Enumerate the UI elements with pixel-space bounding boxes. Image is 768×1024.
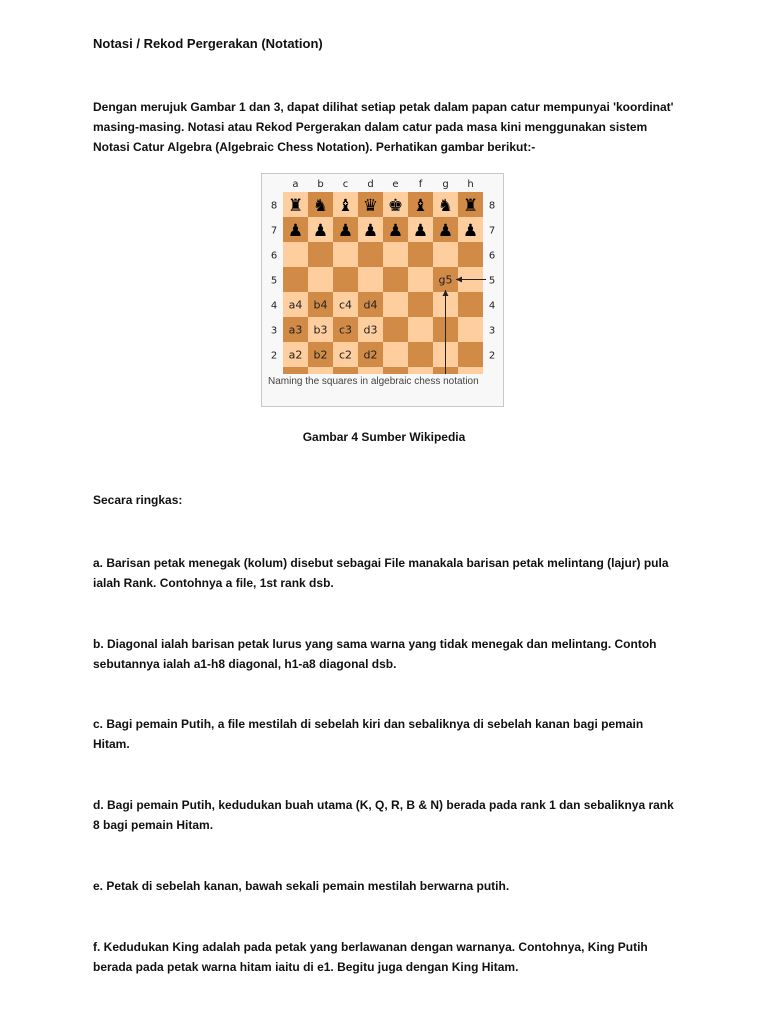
chessboard-diagram [262, 174, 503, 374]
square-e2 [383, 342, 408, 367]
square-c6 [333, 242, 358, 267]
square-name-c1 [339, 374, 352, 375]
black-rook-icon: ♜ [287, 196, 304, 216]
square-name-b2: b2 [313, 348, 328, 362]
rank-label-right-5: 5 [488, 275, 496, 287]
file-label-top-h: h [467, 179, 474, 190]
point-a: a. Barisan petak menegak (kolum) disebut sebagai File manakala barisan petak melintang (lajur) pula ialah Rank. Contohnya a file, 1st rank dsb. [93, 556, 669, 590]
square-name-a2: a2 [288, 348, 303, 362]
black-bishop-icon: ♝ [412, 196, 429, 216]
square-e5 [383, 267, 408, 292]
file-label-top-f: f [418, 179, 423, 190]
point-b: b. Diagonal ialah barisan petak lurus yang sama warna yang tidak menegak dan melintang. Contoh sebutannya ialah a1-h8 diagonal, h1-a8 diagonal dsb. [93, 637, 657, 671]
black-knight-icon: ♞ [312, 196, 329, 216]
black-king-icon: ♚ [387, 196, 404, 216]
rank-label-right-6: 6 [488, 250, 496, 262]
file-label-top-e: e [392, 179, 399, 190]
square-name-a1 [289, 374, 303, 375]
point-c: c. Bagi pemain Putih, a file mestilah di sebelah kiri dan sebaliknya di sebelah kanan bagi pemain Hitam. [93, 717, 644, 751]
figure-caption: Naming the squares in algebraic chess notation [268, 376, 479, 387]
square-f1 [408, 367, 433, 374]
rank-label-left-6: 6 [270, 250, 278, 262]
square-h4 [458, 292, 483, 317]
square-h3 [458, 317, 483, 342]
square-c5 [333, 267, 358, 292]
file-label-top-g: g [442, 179, 449, 190]
square-d5 [358, 267, 383, 292]
rank-label-left-3: 3 [270, 325, 278, 337]
square-e1 [383, 367, 408, 374]
square-name-g5: g5 [438, 273, 453, 287]
file-label-top-d: d [367, 179, 374, 190]
square-b6 [308, 242, 333, 267]
black-pawn-icon: ♟ [462, 221, 479, 241]
square-name-d4: d4 [363, 298, 378, 312]
square-b5 [308, 267, 333, 292]
file-label-top-a: a [292, 179, 299, 190]
summary-heading: Secara ringkas: [93, 493, 183, 507]
black-pawn-icon: ♟ [337, 221, 354, 241]
black-pawn-icon: ♟ [387, 221, 404, 241]
black-pawn-icon: ♟ [312, 221, 329, 241]
square-name-c2: c2 [338, 348, 353, 362]
square-name-b3: b3 [313, 323, 328, 337]
point-e: e. Petak di sebelah kanan, bawah sekali pemain mestilah berwarna putih. [93, 879, 510, 893]
square-f5 [408, 267, 433, 292]
square-name-d2: d2 [363, 348, 378, 362]
square-a5 [283, 267, 308, 292]
black-rook-icon: ♜ [462, 196, 479, 216]
square-f6 [408, 242, 433, 267]
square-f2 [408, 342, 433, 367]
square-name-d1 [364, 374, 378, 375]
square-h1 [458, 367, 483, 374]
square-name-c4: c4 [338, 298, 353, 312]
square-d6 [358, 242, 383, 267]
black-pawn-icon: ♟ [412, 221, 429, 241]
black-pawn-icon: ♟ [362, 221, 379, 241]
square-e4 [383, 292, 408, 317]
square-name-a4: a4 [288, 298, 303, 312]
black-bishop-icon: ♝ [337, 196, 354, 216]
square-e6 [383, 242, 408, 267]
file-label-top-c: c [342, 179, 349, 190]
square-name-d3: d3 [363, 323, 378, 337]
square-name-c3: c3 [338, 323, 353, 337]
intro-paragraph: Dengan merujuk Gambar 1 dan 3, dapat dilihat setiap petak dalam papan catur mempunyai 'koordinat' masing-masing. Notasi atau Rekod Pergerakan dalam catur pada masa kini menggunakan sistem Notasi Catur Algebra (Algebraic Chess Notation). Perhatikan gambar berikut:- [93, 100, 674, 154]
square-e3 [383, 317, 408, 342]
rank-label-left-8: 8 [270, 200, 278, 212]
rank-label-right-2: 2 [488, 350, 496, 362]
square-h2 [458, 342, 483, 367]
square-name-a3: a3 [288, 323, 303, 337]
black-knight-icon: ♞ [437, 196, 454, 216]
file-label-top-b: b [317, 179, 324, 190]
square-g6 [433, 242, 458, 267]
black-pawn-icon: ♟ [437, 221, 454, 241]
rank-label-left-7: 7 [270, 225, 278, 237]
black-pawn-icon: ♟ [287, 221, 304, 241]
rank-label-right-8: 8 [488, 200, 496, 212]
square-name-b1 [314, 374, 328, 375]
square-f3 [408, 317, 433, 342]
rank-label-right-3: 3 [488, 325, 496, 337]
chessboard-figure [261, 173, 504, 407]
square-name-b4: b4 [313, 298, 328, 312]
point-f: f. Kedudukan King adalah pada petak yang berlawanan dengan warnanya. Contohnya, King Putih berada pada petak warna hitam iaitu di e1. Begitu juga dengan King Hitam. [93, 940, 648, 974]
point-d: d. Bagi pemain Putih, kedudukan buah utama (K, Q, R, B & N) berada pada rank 1 dan sebaliknya rank 8 bagi pemain Hitam. [93, 798, 674, 832]
rank-label-right-7: 7 [488, 225, 496, 237]
square-h6 [458, 242, 483, 267]
gambar-caption: Gambar 4 Sumber Wikipedia [302, 430, 466, 444]
rank-label-left-4: 4 [270, 300, 278, 312]
square-a6 [283, 242, 308, 267]
rank-label-left-2: 2 [270, 350, 278, 362]
square-f4 [408, 292, 433, 317]
rank-label-right-4: 4 [488, 300, 496, 312]
rank-label-left-5: 5 [270, 275, 278, 287]
black-queen-icon: ♛ [362, 196, 379, 216]
page-heading: Notasi / Rekod Pergerakan (Notation) [93, 36, 323, 51]
